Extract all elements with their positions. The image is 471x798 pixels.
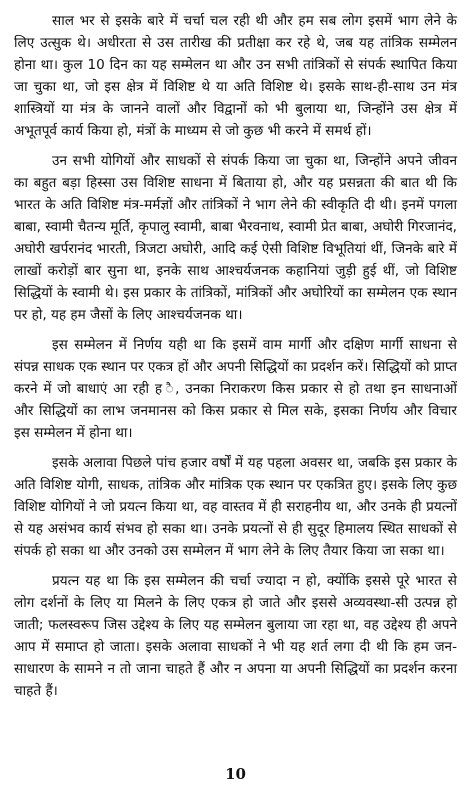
paragraph-2: उन सभी योगियों और साधकों से संपर्क किया जा चुका था, जिन्होंने अपने जीवन का बहुत बड़ा हिस्सा उस विशिष्ट साधना में बिताया हो, और यह प्रसन्नता की बात थी कि भारत के अति विशिष्ट मंत्र-मर्मज्ञों और तांत्रिकों ने भाग लेने की स्वीकृति दी थी। इनमें पगला बाबा, स्वामी चैतन्य मूर्ति, कृपालु स्वामी, बाबा भैरवनाथ, स्वामी प्रेत बाबा, अघोरी गिरजानंद, अघोरी खर्परानंद भारती, त्रिजटा अघोरी, आदि कई ऐसी विशिष्ट विभूतियां थीं, जिनके बारे में लाखों करोड़ों बार सुना था, इनके साथ आश्चर्यजनक कहानियां जुड़ी हुई थीं, जो विशिष्ट सिद्धियों के स्वामी थे। इस प्रकार के तांत्रिकों, मांत्रिकों और अघोरियों का सम्मेलन एक स्थान पर हो, यह हम जैसों के लिए आश्चर्यजनक था। bbox=[14, 153, 457, 323]
paragraph-3: इस सम्मेलन में निर्णय यही था कि इसमें वाम मार्गी और दक्षिण मार्गी साधना से संपन्न साधक एक स्थान पर एकत्र हों और अपनी सिद्धियों का प्रदर्शन करें। सिद्धियों को प्राप्त करने में जो बाधाएं आ रही ह ै, उनका निराकरण किस प्रकार से हो तथा इन साधनाओं और सिद्धियों का लाभ जनमानस को किस प्रकार से मिल सके, इसका निर्णय और विचार इस सम्मेलन में होना था। bbox=[14, 337, 457, 441]
paragraph-1: साल भर से इसके बारे में चर्चा चल रही थी और हम सब लोग इसमें भाग लेने के लिए उत्सुक थे। अधीरता से उस तारीख की प्रतीक्षा कर रहे थे, जब यह तांत्रिक सम्मेलन होना था। कुल 10 दिन का यह सम्मेलन था और उन सभी तांत्रिकों से संपर्क स्थापित किया जा चुका था, जो इस क्षेत्र में विशिष्ट थे या अति विशिष्ट थे। इसके साथ-ही-साथ उन मंत्र शास्त्रियों या मंत्र के जानने वालों और विद्वानों को भी बुलाया था, जिन्होंने उस क्षेत्र में अभूतपूर्व कार्य किया हो, मंत्रों के माध्यम से जो कुछ भी करने में समर्थ हों। bbox=[14, 13, 457, 139]
paragraph-5: प्रयत्न यह था कि इस सम्मेलन की चर्चा ज्यादा न हो, क्योंकि इससे पूरे भारत से लोग दर्शनों के लिए या मिलने के लिए एकत्र हो जाते और इससे अव्यवस्था-सी उत्पन्न हो जाती; फलस्वरूप जिस उद्देश्य के लिए यह सम्मेलन बुलाया जा रहा था, वह उद्देश्य ही अपने आप में समाप्त हो जाता। इसके अलावा साधकों ने भी यह शर्त लगा दी थी कि हम जन-साधारण के सामने न तो जाना चाहते हैं और न अपना या अपनी सिद्धियों का प्रदर्शन करना चाहते हैं। bbox=[14, 573, 457, 699]
page-number: 10 bbox=[225, 765, 246, 783]
paragraph-4: इसके अलावा पिछले पांच हजार वर्षों में यह पहला अवसर था, जबकि इस प्रकार के अति विशिष्ट योगी, साधक, तांत्रिक और मांत्रिक एक स्थान पर एकत्रित हुए। इसके लिए कुछ विशिष्ट योगियों ने जो प्रयत्न किया था, वह वास्तव में ही सराहनीय था, और उनके ही प्रयत्नों से यह असंभव कार्य संभव हो सका था। उनके प्रयत्नों से ही सुदूर हिमालय स्थित साधकों से संपर्क हो सका था और उनको उस सम्मेलन में भाग लेने के लिए तैयार किया जा सका था। bbox=[14, 455, 457, 559]
